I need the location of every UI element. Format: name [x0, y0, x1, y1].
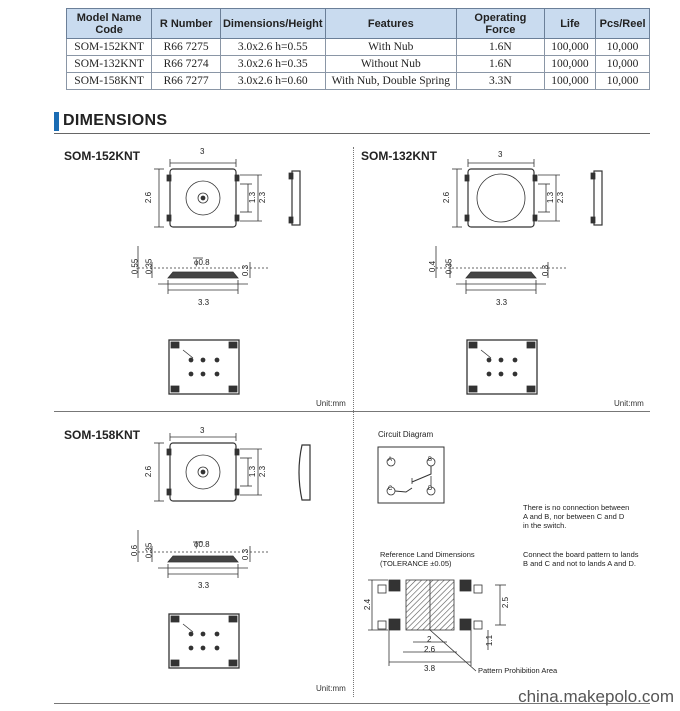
terminal-label: B — [428, 457, 433, 463]
dim-label: 2.3 — [556, 191, 566, 204]
col-header: Features — [325, 9, 456, 39]
table-cell: 3.0x2.6 h=0.60 — [220, 73, 325, 90]
dim-label: 2.3 — [258, 465, 268, 478]
table-cell: R66 7275 — [152, 39, 221, 56]
land-title-line: Reference Land Dimensions — [380, 550, 475, 559]
dim-label: 0.3 — [241, 264, 251, 277]
note-line: in the switch. — [523, 521, 567, 530]
col-header: Life — [544, 9, 595, 39]
table-cell: SOM-158KNT — [67, 73, 152, 90]
dim-label: 1.3 — [546, 191, 556, 204]
col-header: Operating Force — [456, 9, 544, 39]
col-header: R Number — [152, 9, 221, 39]
table-cell: With Nub, Double Spring — [325, 73, 456, 90]
land-dim: 2 — [427, 635, 432, 644]
circuit-title: Circuit Diagram — [378, 430, 434, 439]
dim-label: 0.35 — [144, 258, 154, 275]
dim-label: 3 — [200, 147, 205, 156]
table-cell: 100,000 — [544, 39, 595, 56]
table-cell: 3.3N — [456, 73, 544, 90]
note-line: B and C and not to lands A and D. — [523, 559, 636, 568]
land-title — [380, 550, 475, 568]
col-header: Dimensions/Height — [220, 9, 325, 39]
table-cell: SOM-152KNT — [67, 39, 152, 56]
table-cell: 3.0x2.6 h=0.55 — [220, 39, 325, 56]
table-cell: 10,000 — [596, 39, 650, 56]
tolerance-line: (TOLERANCE ±0.05) — [380, 559, 452, 568]
table-cell: 100,000 — [544, 56, 595, 73]
dim-label: ϕ0.8 — [194, 258, 210, 267]
dim-label: 3.3 — [198, 581, 210, 590]
table-cell: SOM-132KNT — [67, 56, 152, 73]
table-cell: 1.6N — [456, 39, 544, 56]
unit-label: Unit:mm — [614, 399, 644, 408]
dim-label: ϕ0.8 — [194, 540, 210, 549]
land-dim: 2.5 — [501, 596, 511, 609]
table-cell: R66 7274 — [152, 56, 221, 73]
land-dim: 1.1 — [485, 634, 495, 647]
table-cell: With Nub — [325, 39, 456, 56]
table-cell: 3.0x2.6 h=0.35 — [220, 56, 325, 73]
unit-label: Unit:mm — [316, 684, 346, 693]
dim-label: 2.6 — [442, 191, 452, 204]
dim-label: 0.3 — [241, 548, 251, 561]
unit-label: Unit:mm — [316, 399, 346, 408]
table-cell: 1.6N — [456, 56, 544, 73]
dim-label: 2.6 — [144, 465, 154, 478]
dim-label: 1.3 — [248, 191, 258, 204]
model-title: SOM-132KNT — [361, 149, 438, 163]
land-dim: 3.8 — [424, 664, 436, 673]
dim-label: 3 — [200, 426, 205, 435]
col-header: Pcs/Reel — [596, 9, 650, 39]
dim-label: 0.3 — [541, 264, 551, 277]
note-line: A and B, nor between C and D — [523, 512, 625, 521]
dim-label: 0.35 — [144, 542, 154, 559]
dim-label: 3 — [498, 150, 503, 159]
land-note — [523, 550, 639, 568]
dim-label: 0.55 — [130, 258, 140, 275]
table-cell: Without Nub — [325, 56, 456, 73]
terminal-label: C — [388, 486, 393, 492]
dim-label: 2.3 — [258, 191, 268, 204]
land-dim: 2.4 — [363, 598, 373, 611]
watermark: china.makepolo.com — [518, 687, 674, 706]
prohibition-label: Pattern Prohibition Area — [478, 666, 558, 675]
table-cell: 100,000 — [544, 73, 595, 90]
table-cell: R66 7277 — [152, 73, 221, 90]
col-header: Model Name Code — [67, 9, 152, 39]
note-line: There is no connection between — [523, 503, 630, 512]
table-cell: 10,000 — [596, 73, 650, 90]
dim-label: 2.6 — [144, 191, 154, 204]
dim-label: 0.4 — [428, 260, 438, 273]
note-line: Connect the board pattern to lands — [523, 550, 639, 559]
section-title: DIMENSIONS — [63, 112, 168, 129]
dim-label: 3.3 — [496, 298, 508, 307]
model-title: SOM-152KNT — [64, 149, 141, 163]
dim-label: 0.6 — [130, 544, 140, 557]
model-title: SOM-158KNT — [64, 428, 141, 442]
circuit-note — [523, 503, 629, 530]
dim-label: 3.3 — [198, 298, 210, 307]
land-dim: 2.6 — [424, 645, 436, 654]
dim-label: 1.3 — [248, 465, 258, 478]
dim-label: 0.35 — [444, 258, 454, 275]
table-cell: 10,000 — [596, 56, 650, 73]
terminal-label: A — [388, 457, 393, 463]
terminal-label: D — [428, 486, 433, 492]
